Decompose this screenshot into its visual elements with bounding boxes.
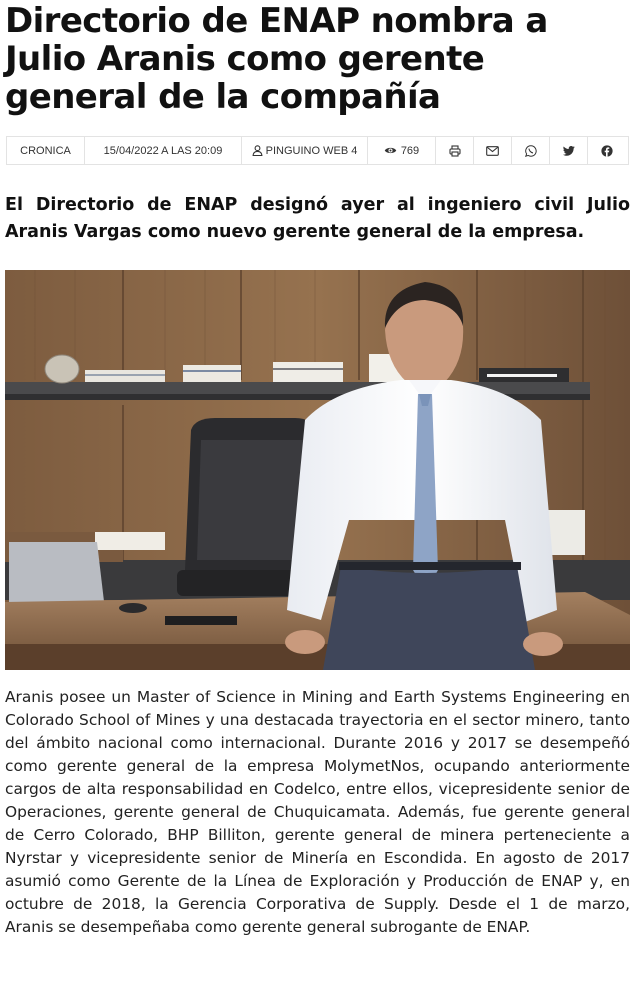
eye-icon [384,146,397,155]
email-icon [486,146,499,156]
article-body: Aranis posee un Master of Science in Mining and Earth Systems Engineering en Colorado School of Mines y una destacada trayectoria en el sector minero, tanto del ámbito nacional como internacional. Durante 2016 y 2017 se desempeñó como gerente general de la empresa MolymetNos, ocupando anteriormente cargos de alta responsabilidad en Codelco, entre ellos, vicepresidente senior de Operaciones, gerente general de Chuquicamata. Además, fue gerente general de Cerro Colorado, BHP Billiton, gerente general de minera perteneciente a Nyrstar y vicepresidente senior de Minería en Escondida. En agosto de 2017 asumió como Gerente de la Línea de Exploración y Producción de ENAP y, en octubre de 2018, la Gerencia Corporativa de Supply. Desde el 1 de marzo, Aranis se desempeñaba como gerente general subrogante de ENAP. [5,688,630,936]
twitter-icon [563,146,575,156]
user-icon [252,145,263,156]
view-count-value: 769 [400,144,420,157]
author-name: PINGUINO WEB 4 [265,144,358,157]
view-count [368,137,436,164]
facebook-icon [601,145,613,157]
author-link[interactable] [242,137,368,164]
print-icon [449,145,461,157]
article-lead: El Directorio de ENAP designó ayer al ingeniero civil Julio Aranis Vargas como nuevo gerente general de la empresa. [5,195,630,242]
email-share-button[interactable] [474,137,512,164]
print-button[interactable] [436,137,474,164]
facebook-share-button[interactable] [588,137,626,164]
article-photo [5,270,630,670]
twitter-share-button[interactable] [550,137,588,164]
whatsapp-share-button[interactable] [512,137,550,164]
category-link[interactable]: CRONICA [7,137,85,164]
article-title: Directorio de ENAP nombra a Julio Aranis como gerente general de la compañía [5,1,548,117]
whatsapp-icon [525,145,537,157]
article-meta-bar [6,136,629,165]
publish-date: 15/04/2022 A LAS 20:09 [85,137,242,164]
